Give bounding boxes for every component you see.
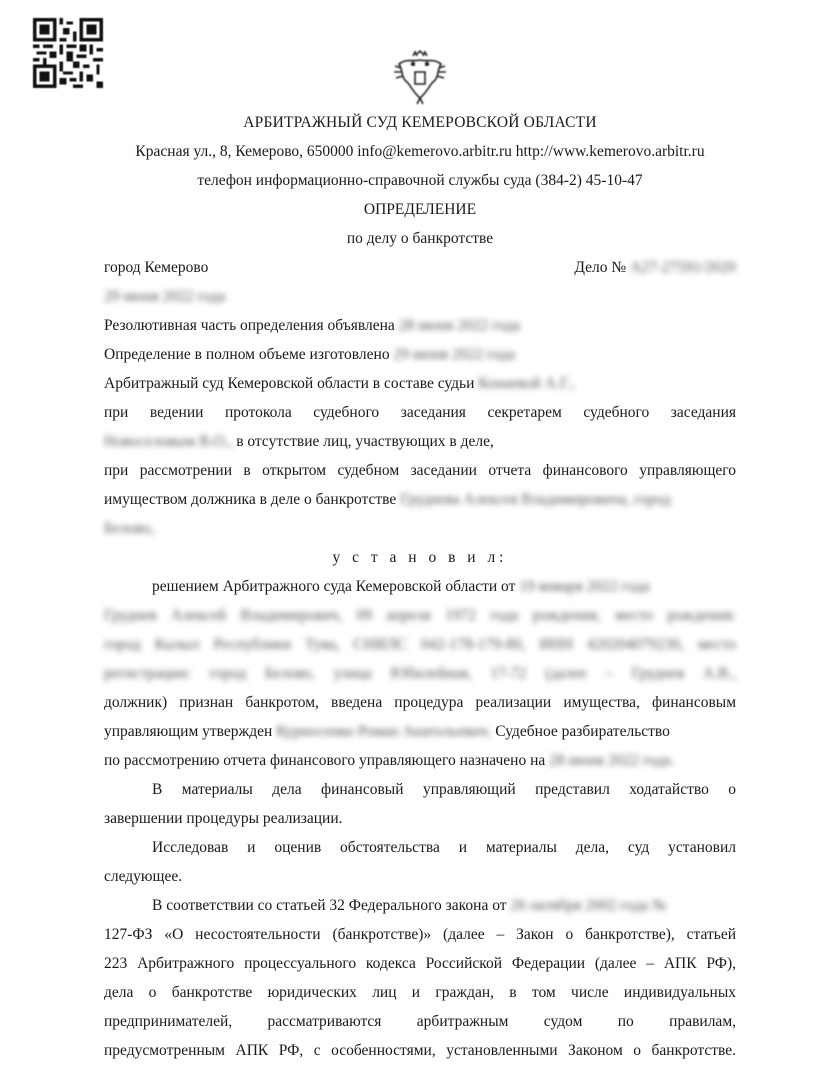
p1-line-2: Груднев Алексей Владимирович, 09 апреля 1972 года рождения, место рождения:	[104, 607, 736, 624]
p4-line-3: 223 Арбитражного процессуального кодекса Российской Федерации (далее – АПК РФ),	[104, 955, 736, 972]
intro-line-1	[104, 316, 520, 336]
body-text: В соответствии со статьей 32 Федерального закона от	[152, 897, 507, 914]
intro-text: в отсутствие лиц, участвующих в деле,	[236, 433, 494, 450]
intro-text: имуществом должника в деле о банкротстве	[104, 491, 397, 508]
secretary-name: Новоселовым В.О.,	[104, 433, 233, 450]
coat-of-arms-icon	[393, 50, 447, 106]
decision-date: 19 января 2022 года	[519, 578, 650, 595]
p1-line-3: город Кызыл Республики Тува, СНИЛС 042-178-179-80, ИНН 420204079230, место	[104, 636, 736, 653]
p3-line-2: следующее.	[104, 868, 183, 885]
case-number: А27-27591/2020	[630, 259, 736, 276]
p4-line-5: предпринимателей, рассматриваются арбитражным судом по правилам,	[104, 1013, 736, 1030]
full-text-date: 29 июня 2022 года	[393, 346, 515, 363]
intro-line-3	[104, 374, 575, 394]
intro-text: Резолютивная часть определения объявлена	[104, 317, 395, 334]
p4-line-1	[152, 896, 667, 916]
intro-line-7	[104, 490, 671, 510]
p1-line-4: регистрации: город Белово, улица Юбилейная, 17-72 (далее – Груднев А.В.,	[104, 665, 736, 682]
law-date: 26 октября 2002 года №	[510, 897, 667, 914]
p4-line-4: дела о банкротстве юридических лиц и граждан, в том числе индивидуальных	[104, 984, 736, 1001]
p2-line-2: завершении процедуры реализации.	[104, 810, 343, 827]
court-address: Красная ул., 8, Кемерово, 650000 info@kemerovo.arbitr.ru http://www.kemerovo.arbitr.ru	[135, 143, 705, 160]
p1-line-5: должник) признан банкротом, введена процедура реализации имущества, финансовым	[104, 694, 736, 711]
established-heading: у с т а н о в и л:	[332, 549, 508, 566]
body-text: управляющим утвержден	[104, 723, 273, 740]
city: город Кемерово	[104, 259, 209, 276]
qr-code-icon	[33, 18, 103, 88]
announce-date: 28 июня 2022 года	[398, 317, 521, 334]
case-label: Дело №	[574, 259, 627, 276]
intro-line-4: при ведении протокола судебного заседания секретарем судебного заседания	[104, 404, 736, 421]
document-date: 29 июня 2022 года	[104, 288, 226, 305]
judge-name: Конаевой А.Г.,	[478, 375, 575, 392]
court-phone: телефон информационно-справочной службы суда (384-2) 45-10-47	[197, 172, 643, 189]
body-text: Судебное разбирательство	[495, 723, 670, 740]
p4-line-2: 127-ФЗ «О несостоятельности (банкротстве)» (далее – Закон о банкротстве), статьей	[104, 926, 736, 943]
document-type: ОПРЕДЕЛЕНИЕ	[363, 201, 477, 218]
debtor-city: Белово,	[104, 520, 155, 537]
document-subtype: по делу о банкротстве	[346, 230, 494, 247]
p1-line-6	[104, 722, 670, 742]
manager-name: Курносенко Роман Анатольевич.	[276, 723, 492, 740]
intro-text: Арбитражный суд Кемеровской области в составе судьи	[104, 375, 475, 392]
body-text: решением Арбитражного суда Кемеровской области от	[152, 578, 516, 595]
intro-text: Определение в полном объеме изготовлено	[104, 346, 390, 363]
p2-line-1: В материалы дела финансовый управляющий представил ходатайство о	[152, 781, 736, 798]
p4-line-6: предусмотренным АПК РФ, с особенностями, установленными Законом о банкротстве.	[104, 1042, 736, 1059]
intro-line-2	[104, 345, 515, 365]
intro-line-5	[104, 432, 494, 452]
case-number-line	[574, 258, 736, 278]
court-name: АРБИТРАЖНЫЙ СУД КЕМЕРОВСКОЙ ОБЛАСТИ	[243, 114, 597, 131]
p1-line-7	[104, 751, 675, 771]
hearing-date: 28 июня 2022 года.	[549, 752, 675, 769]
p1-line-1	[152, 577, 650, 597]
debtor-name: Груднева Алексея Владимировича, город	[400, 491, 671, 508]
p3-line-1: Исследовав и оценив обстоятельства и материалы дела, суд установил	[152, 839, 736, 856]
intro-line-6: при рассмотрении в открытом судебном заседании отчета финансового управляющего	[104, 462, 736, 479]
body-text: по рассмотрению отчета финансового управляющего назначено на	[104, 752, 546, 769]
